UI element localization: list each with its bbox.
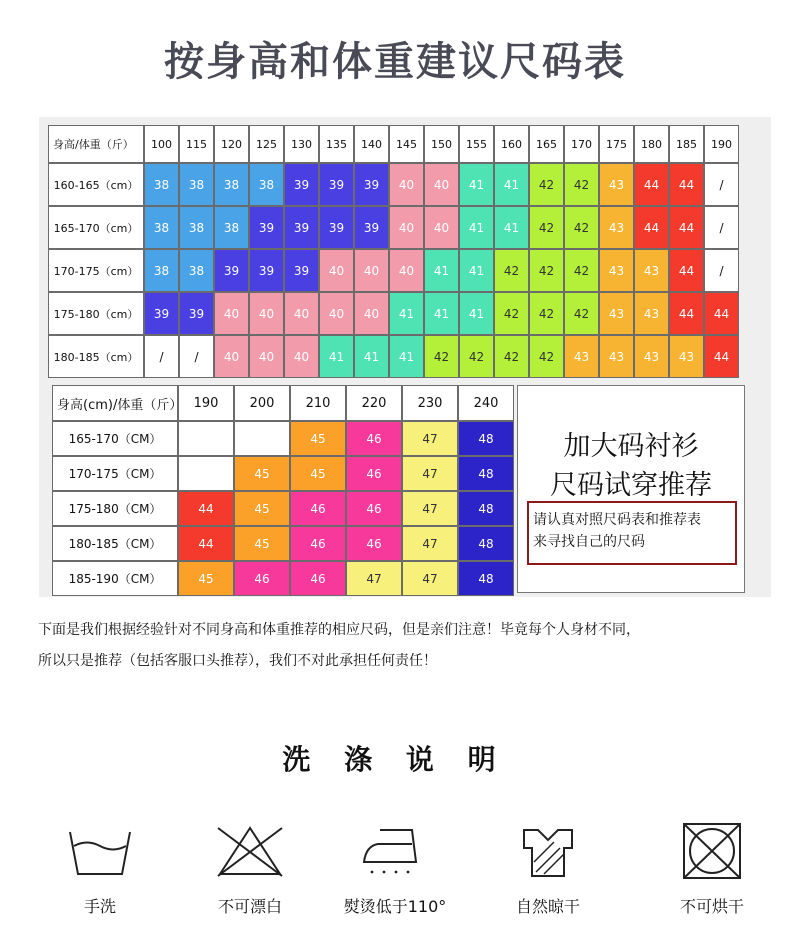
size-cell [424, 249, 459, 292]
size-value: 38 [148, 217, 175, 239]
size-value: 44 [182, 498, 230, 520]
size-value: 40 [288, 303, 315, 325]
size-value: 43 [603, 260, 630, 282]
care-label-no-tumble-dry: 不可烘干 [679, 897, 744, 916]
size-cell [234, 456, 290, 491]
size-cell [249, 206, 284, 249]
size-value: 40 [393, 174, 420, 196]
size-value: 41 [463, 260, 490, 282]
promo-tip-line-1: 请认真对照尺码表和推荐表 [533, 512, 701, 528]
size-value: 41 [323, 346, 350, 368]
care-item-no-tumble-dry [652, 822, 772, 917]
size-value: 47 [406, 463, 454, 485]
size-value: 42 [498, 260, 525, 282]
size-cell [494, 163, 529, 206]
size-cell [354, 249, 389, 292]
header-row [52, 385, 514, 421]
size-value: 44 [638, 217, 665, 239]
no-bleach-icon [210, 822, 290, 880]
size-value: 41 [428, 303, 455, 325]
weight-header: 130 [284, 125, 319, 163]
size-value: 42 [568, 217, 595, 239]
size-value: 44 [673, 217, 700, 239]
size-cell [144, 292, 179, 335]
table-row [52, 421, 514, 456]
size-value: 45 [238, 533, 286, 555]
size-cell [178, 526, 234, 561]
promo-line-2: 尺码试穿推荐 [550, 470, 712, 501]
size-cell [290, 561, 346, 596]
size-value: 46 [350, 428, 398, 450]
height-label: 165-170（CM） [52, 421, 178, 456]
size-cell [458, 526, 514, 561]
size-value: 47 [406, 533, 454, 555]
size-cell [234, 421, 290, 456]
size-cell [319, 249, 354, 292]
size-value: 48 [462, 498, 510, 520]
size-cell [634, 163, 669, 206]
size-cell [494, 335, 529, 378]
size-value: 42 [498, 346, 525, 368]
size-cell [634, 206, 669, 249]
size-cell [564, 335, 599, 378]
weight-header: 220 [346, 385, 402, 421]
size-value: 46 [238, 568, 286, 590]
table-row [48, 249, 739, 292]
corner-label: 身高/体重（斤） [48, 125, 144, 163]
size-cell [389, 292, 424, 335]
size-value: 38 [183, 174, 210, 196]
size-value: 42 [533, 174, 560, 196]
size-cell [669, 292, 704, 335]
size-value: 40 [323, 260, 350, 282]
weight-header: 240 [458, 385, 514, 421]
weight-header: 125 [249, 125, 284, 163]
size-cell [178, 561, 234, 596]
size-value: 46 [294, 498, 342, 520]
size-value: 38 [148, 174, 175, 196]
size-value: 40 [358, 303, 385, 325]
size-cell [564, 206, 599, 249]
size-cell [214, 292, 249, 335]
size-value: 48 [462, 568, 510, 590]
size-cell [249, 292, 284, 335]
size-value: 43 [638, 303, 665, 325]
promo-line-1: 加大码衬衫 [563, 431, 699, 462]
size-cell [402, 491, 458, 526]
size-cell [178, 421, 234, 456]
size-value: 42 [533, 217, 560, 239]
size-table-2 [52, 385, 514, 596]
size-cell [346, 491, 402, 526]
size-cell [599, 206, 634, 249]
size-cell [599, 335, 634, 378]
size-value: 40 [323, 303, 350, 325]
size-cell [458, 561, 514, 596]
size-value: 44 [182, 533, 230, 555]
size-value: 41 [463, 174, 490, 196]
hand-wash-icon [60, 822, 140, 880]
size-cell [249, 163, 284, 206]
care-item-no-bleach [190, 822, 310, 917]
size-value: 38 [148, 260, 175, 282]
plus-size-promo [517, 385, 745, 593]
size-value: 44 [708, 303, 735, 325]
header-row [48, 125, 739, 163]
size-value: 40 [358, 260, 385, 282]
no-tumble-dry-icon [672, 822, 752, 880]
size-cell [214, 163, 249, 206]
size-cell [424, 335, 459, 378]
iron-icon [350, 822, 440, 880]
size-value: 39 [358, 174, 385, 196]
size-value: 40 [288, 346, 315, 368]
size-value: 41 [498, 217, 525, 239]
size-cell [354, 206, 389, 249]
size-cell [599, 163, 634, 206]
size-cell [214, 249, 249, 292]
size-cell [346, 421, 402, 456]
size-cell [214, 206, 249, 249]
size-value: 42 [568, 174, 595, 196]
size-value: 44 [638, 174, 665, 196]
size-cell [402, 526, 458, 561]
size-cell [284, 163, 319, 206]
size-value: 40 [253, 346, 280, 368]
size-value: 45 [238, 498, 286, 520]
size-cell [249, 335, 284, 378]
size-cell [389, 249, 424, 292]
size-value: 40 [393, 260, 420, 282]
size-cell [290, 456, 346, 491]
size-cell [529, 206, 564, 249]
size-value: 47 [406, 568, 454, 590]
size-value: 47 [406, 428, 454, 450]
size-value: 41 [463, 217, 490, 239]
size-cell [599, 292, 634, 335]
size-cell [458, 491, 514, 526]
weight-header: 155 [459, 125, 494, 163]
size-value: 46 [350, 463, 398, 485]
size-value: 41 [428, 260, 455, 282]
disclaimer-note [38, 615, 778, 677]
size-cell [234, 561, 290, 596]
care-label-no-bleach: 不可漂白 [217, 897, 282, 916]
size-cell [564, 249, 599, 292]
weight-header: 150 [424, 125, 459, 163]
size-cell [704, 335, 739, 378]
size-value: 40 [253, 303, 280, 325]
weight-header: 140 [354, 125, 389, 163]
height-label: 165-170（cm） [48, 206, 144, 249]
size-value: 39 [183, 303, 210, 325]
size-value: 43 [603, 303, 630, 325]
size-cell [494, 292, 529, 335]
size-value: 45 [294, 428, 342, 450]
size-value: 38 [218, 217, 245, 239]
weight-header: 210 [290, 385, 346, 421]
size-cell [704, 292, 739, 335]
size-value: 40 [393, 217, 420, 239]
height-label: 170-175（cm） [48, 249, 144, 292]
size-cell [144, 206, 179, 249]
size-value: 46 [294, 568, 342, 590]
size-cell: / [704, 163, 739, 206]
size-value: 42 [498, 303, 525, 325]
size-cell [249, 249, 284, 292]
size-cell [402, 456, 458, 491]
promo-tip-line-2: 来寻找自己的尺码 [533, 534, 645, 550]
size-cell [234, 491, 290, 526]
size-cell [214, 335, 249, 378]
size-cell [346, 456, 402, 491]
size-value: 45 [238, 463, 286, 485]
size-value: 39 [148, 303, 175, 325]
weight-header: 120 [214, 125, 249, 163]
weight-header: 180 [634, 125, 669, 163]
size-value: 42 [568, 303, 595, 325]
weight-header: 190 [178, 385, 234, 421]
care-label-hand-wash: 手洗 [83, 897, 116, 916]
size-cell [669, 163, 704, 206]
table-row [48, 292, 739, 335]
size-value: 39 [358, 217, 385, 239]
size-value: 42 [533, 260, 560, 282]
size-cell [564, 163, 599, 206]
height-label: 175-180（cm） [48, 292, 144, 335]
size-value: 38 [183, 260, 210, 282]
size-value: 42 [533, 303, 560, 325]
size-cell [402, 561, 458, 596]
size-cell [389, 335, 424, 378]
size-cell [459, 335, 494, 378]
size-cell [529, 292, 564, 335]
size-value: 40 [218, 346, 245, 368]
weight-header: 170 [564, 125, 599, 163]
size-cell [458, 456, 514, 491]
size-value: 44 [673, 260, 700, 282]
size-table-1 [48, 125, 739, 378]
weight-header: 200 [234, 385, 290, 421]
disclaimer-line-1: 下面是我们根据经验针对不同身高和体重推荐的相应尺码，但是亲们注意！毕竟每个人身材不同， [38, 622, 640, 638]
care-item-iron [335, 822, 455, 917]
weight-header: 185 [669, 125, 704, 163]
size-value: 47 [406, 498, 454, 520]
size-cell [319, 163, 354, 206]
size-cell [669, 335, 704, 378]
size-cell [179, 163, 214, 206]
size-value: 39 [253, 260, 280, 282]
size-value: 42 [428, 346, 455, 368]
size-value: 38 [253, 174, 280, 196]
size-cell [346, 526, 402, 561]
size-value: 46 [350, 533, 398, 555]
size-cell [319, 335, 354, 378]
size-cell [144, 249, 179, 292]
size-value: 43 [603, 217, 630, 239]
size-cell: / [704, 206, 739, 249]
height-label: 160-165（cm） [48, 163, 144, 206]
table-row [52, 456, 514, 491]
size-value: 39 [288, 260, 315, 282]
size-value: 42 [533, 346, 560, 368]
size-cell [529, 163, 564, 206]
size-value: 39 [253, 217, 280, 239]
size-cell [424, 292, 459, 335]
height-label: 180-185（cm） [48, 335, 144, 378]
size-value: 43 [568, 346, 595, 368]
size-value: 38 [218, 174, 245, 196]
size-cell [346, 561, 402, 596]
size-cell [402, 421, 458, 456]
size-value: 40 [428, 174, 455, 196]
size-value: 44 [708, 346, 735, 368]
size-value: 46 [294, 533, 342, 555]
size-cell [634, 249, 669, 292]
size-cell [424, 163, 459, 206]
size-cell [494, 249, 529, 292]
line-dry-icon [508, 822, 588, 880]
size-cell [459, 206, 494, 249]
size-cell [284, 335, 319, 378]
table-row [52, 561, 514, 596]
size-value: 41 [463, 303, 490, 325]
size-cell [290, 491, 346, 526]
weight-header: 175 [599, 125, 634, 163]
size-cell [234, 526, 290, 561]
size-value: 43 [603, 174, 630, 196]
height-label: 185-190（CM） [52, 561, 178, 596]
size-value: 41 [393, 346, 420, 368]
care-label-iron: 熨烫低于110° [343, 897, 447, 916]
size-cell [458, 421, 514, 456]
weight-header: 190 [704, 125, 739, 163]
disclaimer-line-2: 所以只是推荐（包括客服口头推荐），我们不对此承担任何责任！ [38, 653, 437, 669]
size-value: 48 [462, 533, 510, 555]
size-value: 47 [350, 568, 398, 590]
size-cell [389, 163, 424, 206]
size-value: 48 [462, 463, 510, 485]
size-cell [290, 421, 346, 456]
size-cell [290, 526, 346, 561]
care-item-hand-wash [40, 822, 160, 917]
care-label-line-dry: 自然晾干 [515, 897, 580, 916]
size-cell: / [144, 335, 179, 378]
size-cell [459, 249, 494, 292]
size-cell [669, 249, 704, 292]
weight-header: 145 [389, 125, 424, 163]
size-value: 39 [288, 174, 315, 196]
page-title: 按身高和体重建议尺码表 [164, 39, 626, 85]
size-cell [178, 456, 234, 491]
weight-header: 115 [179, 125, 214, 163]
size-cell [599, 249, 634, 292]
table-row [48, 206, 739, 249]
size-value: 39 [323, 174, 350, 196]
size-value: 43 [673, 346, 700, 368]
promo-tip-box [527, 501, 737, 565]
weight-header: 165 [529, 125, 564, 163]
height-label: 175-180（CM） [52, 491, 178, 526]
weight-header: 230 [402, 385, 458, 421]
size-cell [459, 292, 494, 335]
weight-header: 160 [494, 125, 529, 163]
size-value: 40 [218, 303, 245, 325]
wash-instructions-title: 洗 涤 说 明 [282, 743, 508, 776]
height-label: 180-185（CM） [52, 526, 178, 561]
size-value: 38 [183, 217, 210, 239]
size-cell [529, 335, 564, 378]
size-value: 39 [323, 217, 350, 239]
size-value: 44 [673, 303, 700, 325]
size-cell [424, 206, 459, 249]
weight-header: 100 [144, 125, 179, 163]
size-value: 41 [393, 303, 420, 325]
size-cell [179, 249, 214, 292]
size-cell [634, 292, 669, 335]
table-row [48, 163, 739, 206]
size-cell [494, 206, 529, 249]
size-value: 41 [498, 174, 525, 196]
table-row [52, 526, 514, 561]
size-cell [529, 249, 564, 292]
care-item-line-dry [488, 822, 608, 917]
size-cell [284, 292, 319, 335]
size-value: 44 [673, 174, 700, 196]
size-value: 39 [288, 217, 315, 239]
size-cell: / [179, 335, 214, 378]
height-label: 170-175（CM） [52, 456, 178, 491]
weight-header: 135 [319, 125, 354, 163]
size-cell [634, 335, 669, 378]
size-cell [354, 335, 389, 378]
size-cell [564, 292, 599, 335]
size-cell [389, 206, 424, 249]
table-row [48, 335, 739, 378]
size-value: 39 [218, 260, 245, 282]
size-cell [179, 292, 214, 335]
size-cell [354, 292, 389, 335]
size-cell [319, 292, 354, 335]
size-value: 43 [638, 346, 665, 368]
size-cell [284, 249, 319, 292]
size-value: 45 [294, 463, 342, 485]
size-cell [319, 206, 354, 249]
size-value: 43 [603, 346, 630, 368]
size-cell [669, 206, 704, 249]
size-value: 42 [568, 260, 595, 282]
size-cell [284, 206, 319, 249]
size-cell [178, 491, 234, 526]
size-cell [459, 163, 494, 206]
size-value: 46 [350, 498, 398, 520]
size-cell: / [704, 249, 739, 292]
size-cell [179, 206, 214, 249]
size-value: 42 [463, 346, 490, 368]
size-cell [144, 163, 179, 206]
size-value: 45 [182, 568, 230, 590]
size-value: 48 [462, 428, 510, 450]
size-cell [354, 163, 389, 206]
size-value: 40 [428, 217, 455, 239]
table-row [52, 491, 514, 526]
size-value: 43 [638, 260, 665, 282]
size-value: 41 [358, 346, 385, 368]
corner-label: 身高(cm)/体重（斤） [52, 385, 178, 421]
